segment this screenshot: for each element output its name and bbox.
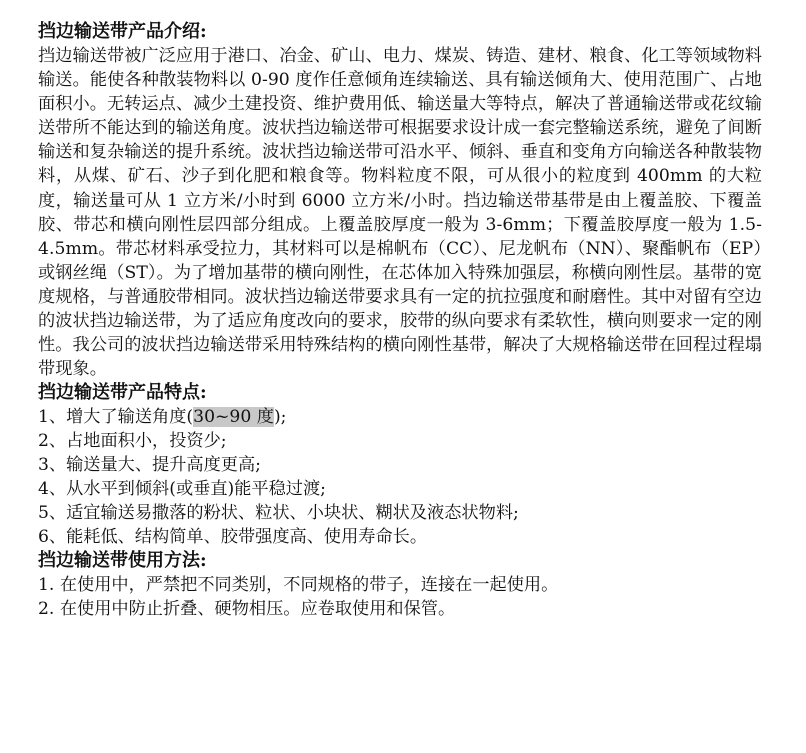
feature-item-1-suffix: ); [273, 407, 287, 428]
selected-text-highlight[interactable]: 30~90 度 [193, 407, 274, 428]
intro-heading: 挡边输送带产品介绍: [38, 21, 207, 42]
feature-item-1 [38, 405, 762, 429]
usage-heading: 挡边输送带使用方法: [38, 550, 207, 572]
feature-item-4: 4、从水平到倾斜(或垂直)能平稳过渡; [38, 479, 326, 500]
features-heading: 挡边输送带产品特点: [38, 382, 207, 404]
intro-paragraph: 挡边输送带被广泛应用于港口、冶金、矿山、电力、煤炭、铸造、建材、粮食、化工等领域物料输送。能使各种散装物料以 0-90 度作任意倾角连续输送、具有输送倾角大、使用范围广、占地面积小。无转运点、减少土建投资、维护费用低、输送量大等特点，解决了普通输送带或花纹输送带所不能达到的输送角度。波状挡边输送带可根据要求设计成一套完整输送系统，避免了间断输送和复杂输送的提升系统。波状挡边输送带可沿水平、倾斜、垂直和变角方向输送各种散装物料，从煤、矿石、沙子到化肥和粮食等。物料粒度不限，可从很小的粒度到 400mm 的大粒度，输送量可从 1 立方米/小时到 6000 立方米/小时。挡边输送带基带是由上覆盖胶、下覆盖胶、带芯和横向刚性层四部分组成。上覆盖胶厚度一般为 3-6mm；下覆盖胶厚度一般为 1.5-4.5mm。带芯材料承受拉力，其材料可以是棉帆布（CC）、尼龙帆布（NN）、聚酯帆布（EP）或钢丝绳（ST）。为了增加基带的横向刚性，在芯体加入特殊加强层，称横向刚性层。基带的宽度规格，与普通胶带相同。波状挡边输送带要求具有一定的抗拉强度和耐磨性。其中对留有空边的波状挡边输送带，为了适应角度改向的要求，胶带的纵向要求有柔软性，横向则要求一定的刚性。我公司的波状挡边输送带采用特殊结构的横向刚性基带，解决了大规格输送带在回程过程塌带现象。 [38, 46, 762, 380]
feature-item-6: 6、能耗低、结构简单、胶带强度高、使用寿命长。 [38, 527, 428, 548]
feature-item-3: 3、输送量大、提升高度更高; [38, 455, 261, 476]
usage-item-1: 1. 在使用中，严禁把不同类别，不同规格的带子，连接在一起使用。 [38, 575, 559, 596]
feature-item-5: 5、适宜输送易撒落的粉状、粒状、小块状、糊状及液态状物料; [38, 503, 519, 524]
usage-item-2: 2. 在使用中防止折叠、硬物相压。应卷取使用和保管。 [38, 599, 456, 620]
feature-item-2: 2、占地面积小，投资少; [38, 431, 227, 452]
feature-item-1-prefix: 1、增大了输送角度( [38, 407, 194, 428]
